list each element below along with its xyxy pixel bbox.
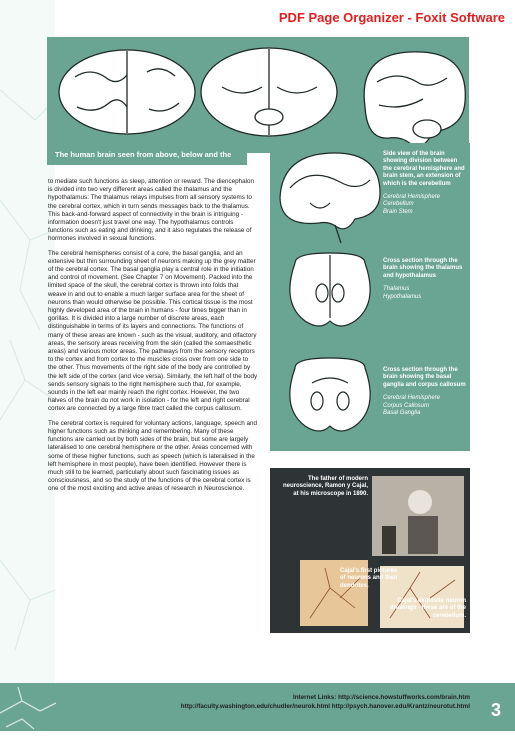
side-caption-2: Cross section through the brain showing the thalamus and hypothalamus Thalamus Hypothalamus <box>383 258 463 300</box>
label: Cerebral Hemisphere <box>383 395 441 402</box>
cajal-drawings-caption: Cajal's exquisite neuron drawings - these are of the cerebellum. <box>389 598 466 619</box>
cajal-pictures-caption: Cajal's first pictures of neurons and their dendrites. <box>340 568 399 589</box>
page-number: 3 <box>490 700 501 720</box>
label: Thalamus <box>383 286 410 293</box>
brain-sections-panel <box>270 143 470 451</box>
label: Brain Stem <box>383 208 413 215</box>
brain-banner-caption: The human brain seen from above, below and the side. <box>47 145 247 165</box>
label: Cerebral Hemisphere <box>383 194 441 201</box>
brain-illustrations-banner <box>47 37 469 153</box>
body-paragraph: The cerebral cortex is required for voluntary actions, language, speech and higher functions such as thinking and remembering. Many of these functions are carried out by both sides of the brain, but some are largely lateralised to one cerebral hemisphere or the other. Areas concerned with some of these higher functions, such as speech (which is lateralised in the left hemisphere in most people), have been identified. However there is much still to be learned, particularly about such fascinating issues as consciousness, and so the study of the functions of the cerebral cortex is one of the most exciting and active areas of research in Neuroscience. <box>48 419 257 493</box>
label: Basal Ganglia <box>383 410 421 417</box>
footer-link-line[interactable]: Internet Links: http://science.howstuffworks.com/brain.htm <box>292 694 470 701</box>
label: Hypothalamus <box>383 293 422 300</box>
side-caption-1: Side view of the brain showing division between the cerebral hemisphere and brain stem, an extension of which is the cerebellum Cerebral Hemisphere Cerebellum Brain Stem <box>383 151 465 215</box>
label: Cerebellum <box>383 201 414 208</box>
side-caption-3: Cross section through the brain showing the basal ganglia and corpus callosum Cerebral Hemisphere Corpus Callosum Basal Ganglia <box>383 367 466 417</box>
footer-link-line[interactable]: http://faculty.washington.edu/chudler/neurok.html http://psych.hanover.edu/Krantz/neurotut.html <box>180 703 470 710</box>
label: Corpus Callosum <box>383 402 430 409</box>
body-paragraph: The cerebral hemispheres consist of a core, the basal ganglia, and an extensive but thin surrounding sheet of neurons making up the grey matter of the cerebral cortex. The basal ganglia play a central role in the initiation and control of movement. (See Chapter 7 on Movement). Packed into the limited space of the skull, the cerebral cortex is thrown into folds that weave in and out to enable a much larger surface area for the sheet of neurons than would otherwise be possible. This cortical tissue is the most highly developed area of the brain in humans - four times bigger than in gorillas. It is divided into a large number of discrete areas, each distinguishable in terms of its layers and connections. The functions of many of these areas are known - such as the visual, auditory, and olfactory areas, the sensory areas receiving from the skin (called the somaesthetic areas) and various motor areas. The pathways from the sensory receptors to the cortex and from cortex to the muscles cross over from one side to the other. Thus movements of the right side of the body are controlled by the left side of the cortex (and vice versa). Similarly, the left half of the body sends sensory signals to the right hemisphere such that, for example, sounds in the left ear mainly reach the right cortex. However, the two halves of the brain do not work in isolation - for the left and right cerebral cortex are connected by a large fibre tract called the corpus callosum. <box>48 249 258 413</box>
body-paragraph: to mediate such functions as sleep, attention or reward. The diencephalon is divided into two very different areas called the thalamus and the hypothalamus: The thalamus relays impulses from all sensory systems to the cerebral cortex, which in turn sends messages back to the thalamus. This back-and-forward aspect of connectivity in the brain is intriguing - information doesn't just travel one way. The hypothalamus controls functions such as eating and drinking, and it also regulates the release of hormones involved in sexual functions. <box>48 178 255 243</box>
cajal-photo-panel <box>270 468 470 633</box>
main-text-column <box>48 178 258 500</box>
brain-cross-section-ganglia <box>290 358 370 431</box>
brain-side-section <box>280 153 380 229</box>
cajal-caption: The father of modern neuroscience, Ramon y Cajal, at his microscope in 1890. <box>282 476 368 497</box>
internet-links <box>0 693 470 711</box>
brain-views-illustration <box>47 37 469 153</box>
watermark-text: PDF Page Organizer - Foxit Software <box>278 10 505 25</box>
